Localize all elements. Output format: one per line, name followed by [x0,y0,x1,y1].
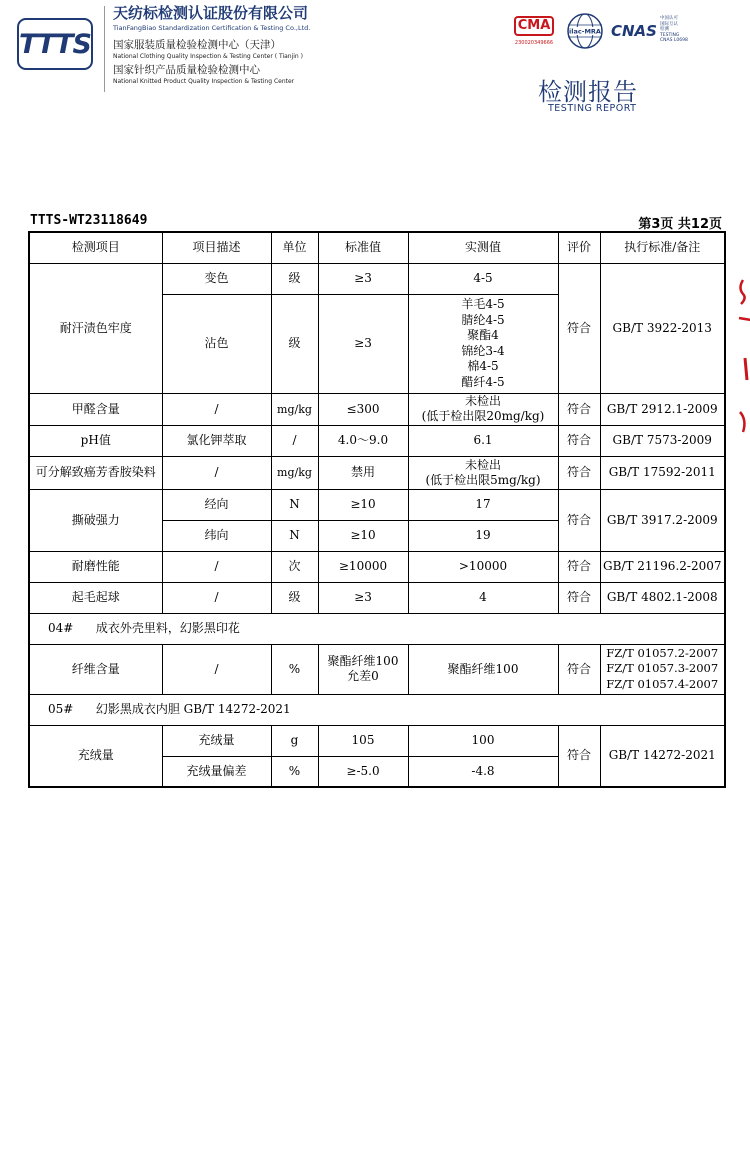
value-cell: 19 [408,520,558,551]
result-cell: 符合 [558,582,600,613]
desc-cell: 变色 [162,263,271,294]
center2-name-cn: 国家针织产品质量检验检测中心 [113,64,260,76]
table-row [29,263,725,294]
result-cell: 符合 [558,551,600,582]
desc-cell: / [162,582,271,613]
table-row [29,582,725,613]
table-row [29,425,725,456]
table-row [29,725,725,756]
header-cell: 检测项目 [29,232,162,263]
std-cell: 105 [318,725,408,756]
ilac-mra-icon [566,12,604,50]
stain-value: 醋纤4-5 [461,374,505,389]
item-cell: pH值 [29,425,162,456]
value-cell: -4.8 [408,756,558,787]
desc-cell: 纬向 [162,520,271,551]
result-cell: 符合 [558,425,600,456]
std-cell: ≥3 [318,263,408,294]
stain-value: 羊毛4-5 [461,297,505,311]
std-cell [318,644,408,694]
result-cell: 符合 [558,725,600,787]
cma-mark [510,14,558,48]
value-cell: 聚酯纤维100 [408,644,558,694]
header-cell: 项目描述 [162,232,271,263]
unit-cell: 级 [271,263,318,294]
unit-cell: N [271,520,318,551]
result-cell: 符合 [558,644,600,694]
value-cell: >10000 [408,551,558,582]
logo-text: TTTS [19,28,91,60]
unit-cell: 次 [271,551,318,582]
standard-cell: GB/T 2912.1-2009 [600,393,725,425]
unit-cell: 级 [271,294,318,393]
std-cell: ≤300 [318,393,408,425]
value-cell: 17 [408,489,558,520]
item-cell: 耐磨性能 [29,551,162,582]
center1-name-en: National Clothing Quality Inspection & Testing Center ( Tianjin ) [113,53,303,60]
company-logo [17,18,93,70]
unit-cell: % [271,644,318,694]
result-cell: 符合 [558,393,600,425]
cma-number: 230020349666 [514,40,554,46]
section-title: 幻影黑成衣内胆 GB/T 14272-2021 [95,702,291,716]
table-row [29,644,725,694]
std-cell: ≥-5.0 [318,756,408,787]
cnas-line: 中国认可 [660,16,678,21]
standard-cell [600,644,725,694]
standard-cell: GB/T 17592-2011 [600,456,725,489]
unit-cell: / [271,425,318,456]
certification-marks [510,12,710,50]
cnas-mark: CNAS [611,22,657,40]
cnas-line: 检测 [660,27,669,32]
value-cell: 4-5 [408,263,558,294]
standard-cell: GB/T 3917.2-2009 [600,489,725,551]
value-line: 未检出 [464,394,501,408]
value-line: 未检出 [464,457,501,472]
std-cell: 禁用 [318,456,408,489]
section-row [29,694,725,725]
desc-cell: 充绒量偏差 [162,756,271,787]
std-cell: ≥10000 [318,551,408,582]
item-cell: 起毛起球 [29,582,162,613]
report-subtitle: TESTING REPORT [548,103,637,114]
result-cell: 符合 [558,489,600,551]
section-code: 05# [48,702,74,716]
company-info [113,4,310,86]
desc-cell: 沾色 [162,294,271,393]
item-cell: 甲醛含量 [29,393,162,425]
page-info: 第3页 共12页 [638,217,722,232]
ilac-label: ilac-MRA [569,27,601,36]
report-header [0,0,750,120]
table-row [29,489,725,520]
value-cell: 4 [408,582,558,613]
header-cell: 实测值 [408,232,558,263]
standard-cell: GB/T 4802.1-2008 [600,582,725,613]
table-row [29,393,725,425]
desc-cell: 充绒量 [162,725,271,756]
company-name-en: TianFangBiao Standardization Certification & Testing Co.,Ltd. [113,24,311,32]
company-name-cn: 天纺标检测认证股份有限公司 [113,4,309,22]
stain-value: 棉4-5 [467,359,499,373]
unit-cell: mg/kg [271,393,318,425]
std-line: 聚酯纤维100 [327,654,399,668]
value-cell: 100 [408,725,558,756]
header-cell: 单位 [271,232,318,263]
item-cell: 可分解致癌芳香胺染料 [29,456,162,489]
result-cell: 符合 [558,456,600,489]
cnas-line: CNAS L0698 [660,38,688,43]
standard-cell: GB/T 3922-2013 [600,263,725,393]
std-cell: 4.0～9.0 [318,425,408,456]
value-cell [408,456,558,489]
std-cell: ≥3 [318,582,408,613]
header-divider [104,6,105,92]
header-cell: 评价 [558,232,600,263]
desc-cell: / [162,456,271,489]
value-cell: 6.1 [408,425,558,456]
item-cell: 撕破强力 [29,489,162,551]
unit-cell: % [271,756,318,787]
unit-cell: 级 [271,582,318,613]
item-cell: 充绒量 [29,725,162,787]
header-cell: 标准值 [318,232,408,263]
report-title: 检测报告 [538,78,638,106]
item-cell: 耐汗渍色牢度 [29,263,162,393]
value-cell [408,294,558,393]
std-cell: ≥10 [318,489,408,520]
standard-line: FZ/T 01057.2-2007 [606,645,719,660]
std-line: 允差0 [347,669,379,683]
unit-cell: g [271,725,318,756]
center2-name-en: National Knitted Product Quality Inspection & Testing Center [113,78,295,85]
test-results-table [28,231,726,788]
report-number: TTTS-WT23118649 [30,213,148,228]
table-header-row [29,232,725,263]
unit-cell: N [271,489,318,520]
cnas-line: TESTING [660,32,680,38]
section-cell [29,613,725,644]
table-row [29,456,725,489]
standard-cell: GB/T 14272-2021 [600,725,725,787]
value-line: (低于检出限20mg/kg) [421,409,545,423]
desc-cell: / [162,551,271,582]
value-cell [408,393,558,425]
desc-cell: / [162,644,271,694]
cnas-line: 国际互认 [660,21,678,27]
desc-cell: 氯化钾萃取 [162,425,271,456]
header-cell: 执行标准/备注 [600,232,725,263]
cma-badge: CMA [514,16,554,36]
stain-value: 锦纶3-4 [461,343,505,358]
standard-line: FZ/T 01057.4-2007 [606,676,719,691]
item-cell: 纤维含量 [29,644,162,694]
center1-name-cn: 国家服装质量检验检测中心（天津） [113,39,281,51]
section-code: 04# [48,621,74,635]
std-cell: ≥3 [318,294,408,393]
std-cell: ≥10 [318,520,408,551]
result-cell: 符合 [558,263,600,393]
unit-cell: mg/kg [271,456,318,489]
seal-stamp-edge-icon [735,262,750,452]
value-line: (低于检出限5mg/kg) [425,472,541,487]
standard-line: FZ/T 01057.3-2007 [606,661,719,676]
section-cell [29,694,725,725]
cnas-text [660,16,688,44]
section-title: 成衣外壳里料，幻影黑印花 [95,621,240,635]
section-row [29,613,725,644]
table-row [29,551,725,582]
desc-cell: / [162,393,271,425]
standard-cell: GB/T 21196.2-2007 [600,551,725,582]
standard-cell: GB/T 7573-2009 [600,425,725,456]
desc-cell: 经向 [162,489,271,520]
stain-value: 腈纶4-5 [461,312,505,327]
stain-value: 聚酯4 [467,328,499,342]
